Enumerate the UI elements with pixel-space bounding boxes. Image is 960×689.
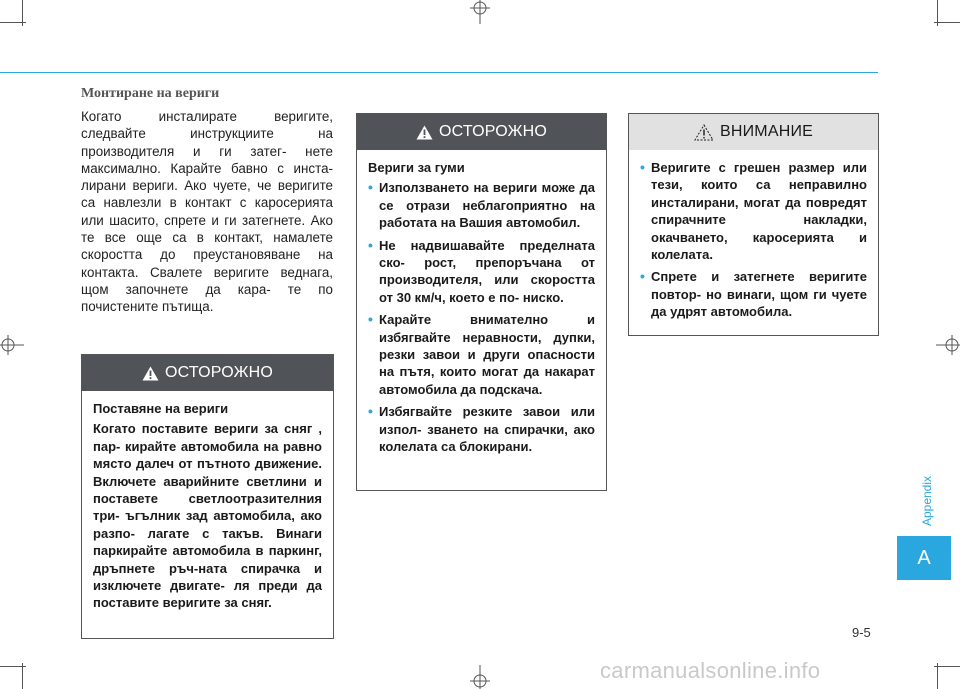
appendix-label: Appendix	[920, 475, 934, 527]
registration-mark-icon	[936, 333, 960, 357]
bullet-item: • Спрете и затегнете веригите повтор- но винаги, щом ги чуете да удрят автомобила.	[640, 268, 867, 320]
caution-triangle-outline-icon	[694, 124, 714, 141]
caution-box-header	[629, 114, 878, 150]
registration-mark-icon	[468, 0, 492, 24]
warning-triangle-icon	[416, 125, 433, 140]
section-heading: Монтиране на вериги	[81, 86, 220, 101]
caution-box	[628, 113, 879, 336]
body-paragraph: Когато инсталирате веригите, следвайте инструкциите на производителя и ги затег- нете максимално. Карайте бавно с инста- лирани вериги. Ако чуете, че веригите са навлезли в контакт с каросерията или шасито, спрете и ги затегнете. Ако те все още са в контакт, намалете скоростта до преустановяване на контакта. Свалете веригите веднага, щом започнете да кара- те по почистените пътища.	[81, 109, 333, 315]
warning-box-text: Когато поставите вериги за сняг , пар- кирайте автомобила на равно място далеч от пътното движение. Включете аварийните светлини и поставете светлоотразителния три- ъгълник зад автомобила, ако разпо- лагате с такъв. Винаги паркирайте автомобила в паркинг, дръпнете ръч-ната спирачка и изключете двигате- ля преди да поставите веригите за сняг.	[93, 421, 322, 611]
watermark: carmanualsonline.info	[600, 658, 821, 683]
warning-box-subtitle: Поставяне на вериги	[93, 401, 229, 416]
bullet-item: • Веригите с грешен размер или тези, които са неправилно инсталирани, могат да повредят спирачните накладки, окачването, каросерията и колелата.	[640, 159, 867, 263]
warning-box-body	[357, 150, 606, 471]
crop-mark	[934, 22, 960, 23]
warning-box-header	[357, 114, 606, 150]
registration-mark-icon	[468, 665, 492, 689]
registration-mark-icon	[0, 333, 24, 357]
header-rule	[0, 72, 878, 73]
bullet-item: • Използването на вериги може да се отрази неблагоприятно на работата на Вашия автомобил.	[368, 179, 595, 231]
warning-box-subtitle: Вериги за гуми	[368, 160, 465, 175]
warning-box-tire-chains	[356, 113, 607, 491]
warning-box-body	[82, 391, 333, 625]
crop-mark	[0, 22, 26, 23]
warning-box-title: ОСТОРОЖНО	[439, 123, 547, 140]
warning-box-snow-chains	[81, 354, 334, 639]
bullet-item: • Карайте внимателно и избягвайте неравности, дупки, резки завои и други опасности на пътя, които могат да накарат автомобила да подскача.	[368, 311, 595, 398]
caution-box-title: ВНИМАНИЕ	[719, 123, 814, 140]
chapter-tab: A	[897, 536, 951, 580]
crop-mark	[0, 666, 26, 667]
bullet-item: • Избягвайте резките завои или изпол- зването на спирачки, ако колелата са блокирани.	[368, 403, 595, 455]
warning-box-header	[82, 355, 333, 391]
bullet-item: • Не надвишавайте пределната ско- рост, препоръчана от производителя, или скоростта от 30 км/ч, което е по- ниско.	[368, 237, 595, 307]
warning-box-title: ОСТОРОЖНО	[165, 364, 273, 381]
crop-mark	[934, 666, 960, 667]
caution-box-body	[629, 150, 878, 336]
warning-triangle-icon	[142, 366, 159, 381]
left-column	[81, 86, 333, 316]
page-number: 9-5	[852, 625, 871, 640]
